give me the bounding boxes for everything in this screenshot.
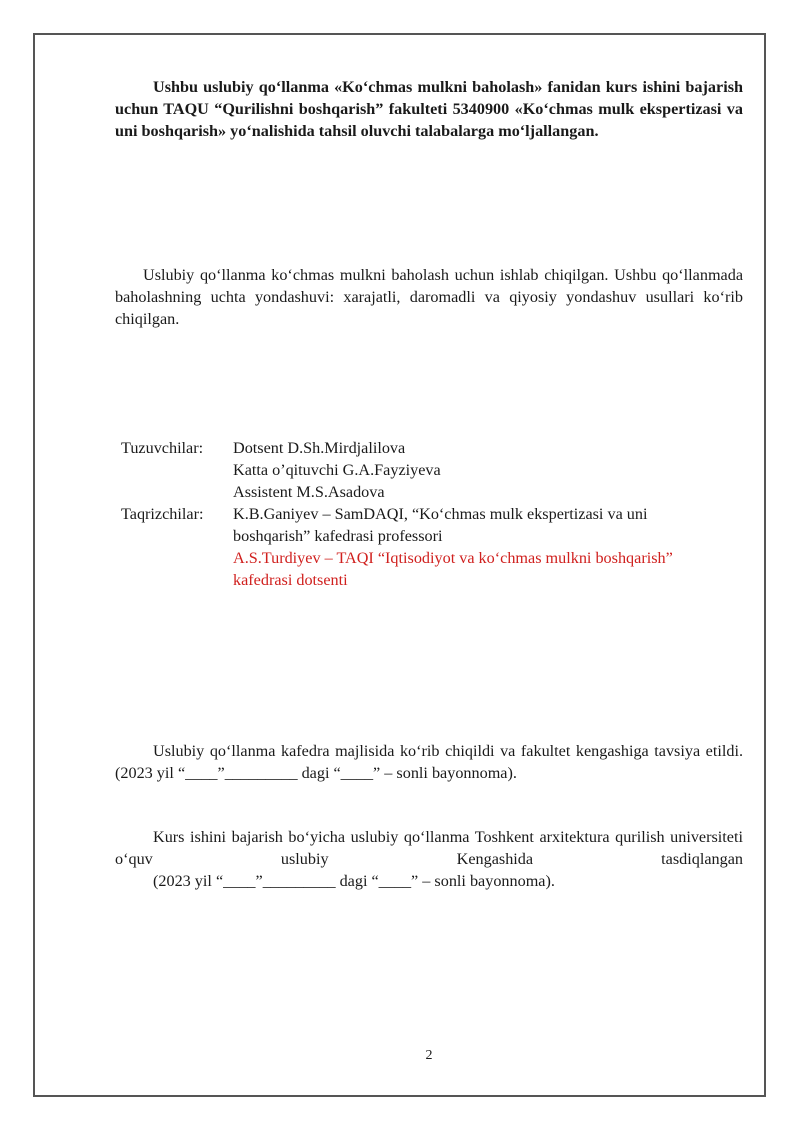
page-number: 2: [425, 1048, 433, 1063]
reviewers-list: [233, 503, 693, 591]
reviewer-name: K.B.Ganiyev – SamDAQI, “Ko‘chmas mulk ekspertizasi va uni boshqarish” kafedrasi professori: [233, 505, 648, 545]
reviewers-label: Taqrizchilar:: [121, 505, 204, 523]
reviewer-name-highlighted: A.S.Turdiyev – TAQI “Iqtisodiyot va ko‘chmas mulkni boshqarish” kafedrasi dotsenti: [233, 549, 673, 589]
council-approval-protocol: (2023 yil “____”_________ dagi “____” – sonli bayonnoma).: [153, 872, 555, 890]
description-paragraph: Uslubiy qo‘llanma ko‘chmas mulkni baholash uchun ishlab chiqilgan. Ushbu qo‘llanmada baholashning uchta yondashuvi: xarajatli, daromadli va qiyosiy yondashuv usullari ko‘rib chiqilgan.: [115, 266, 743, 328]
intro-paragraph: Ushbu uslubiy qo‘llanma «Ko‘chmas mulkni baholash» fanidan kurs ishini bajarish uchun TAQU “Qurilishni boshqarish” fakulteti 5340900 «Ko‘chmas mulk ekspertizasi va uni boshqarish» yo‘nalishida tahsil oluvchi talabalarga mo‘ljallangan.: [115, 78, 743, 140]
department-approval-paragraph: Uslubiy qo‘llanma kafedra majlisida ko‘rib chiqildi va fakultet kengashiga tavsiya etildi. (2023 yil “____”_________ dagi “____” – sonli bayonnoma).: [115, 742, 743, 782]
authors-label: Tuzuvchilar:: [121, 439, 204, 457]
authors-row: [121, 437, 721, 503]
author-name: Katta o’qituvchi G.A.Fayziyeva: [233, 461, 441, 479]
reviewers-row: [121, 503, 721, 591]
author-name: Assistent M.S.Asadova: [233, 483, 385, 501]
authors-list: [233, 437, 721, 503]
credits-block: [121, 437, 721, 591]
council-approval-line: Kurs ishini bajarish bo‘yicha uslubiy qo‘llanma Toshkent arxitektura qurilish universiteti o‘quv uslubiy Kengashida tasdiqlangan: [115, 828, 743, 868]
council-approval-paragraph: [115, 826, 743, 892]
author-name: Dotsent D.Sh.Mirdjalilova: [233, 439, 406, 457]
